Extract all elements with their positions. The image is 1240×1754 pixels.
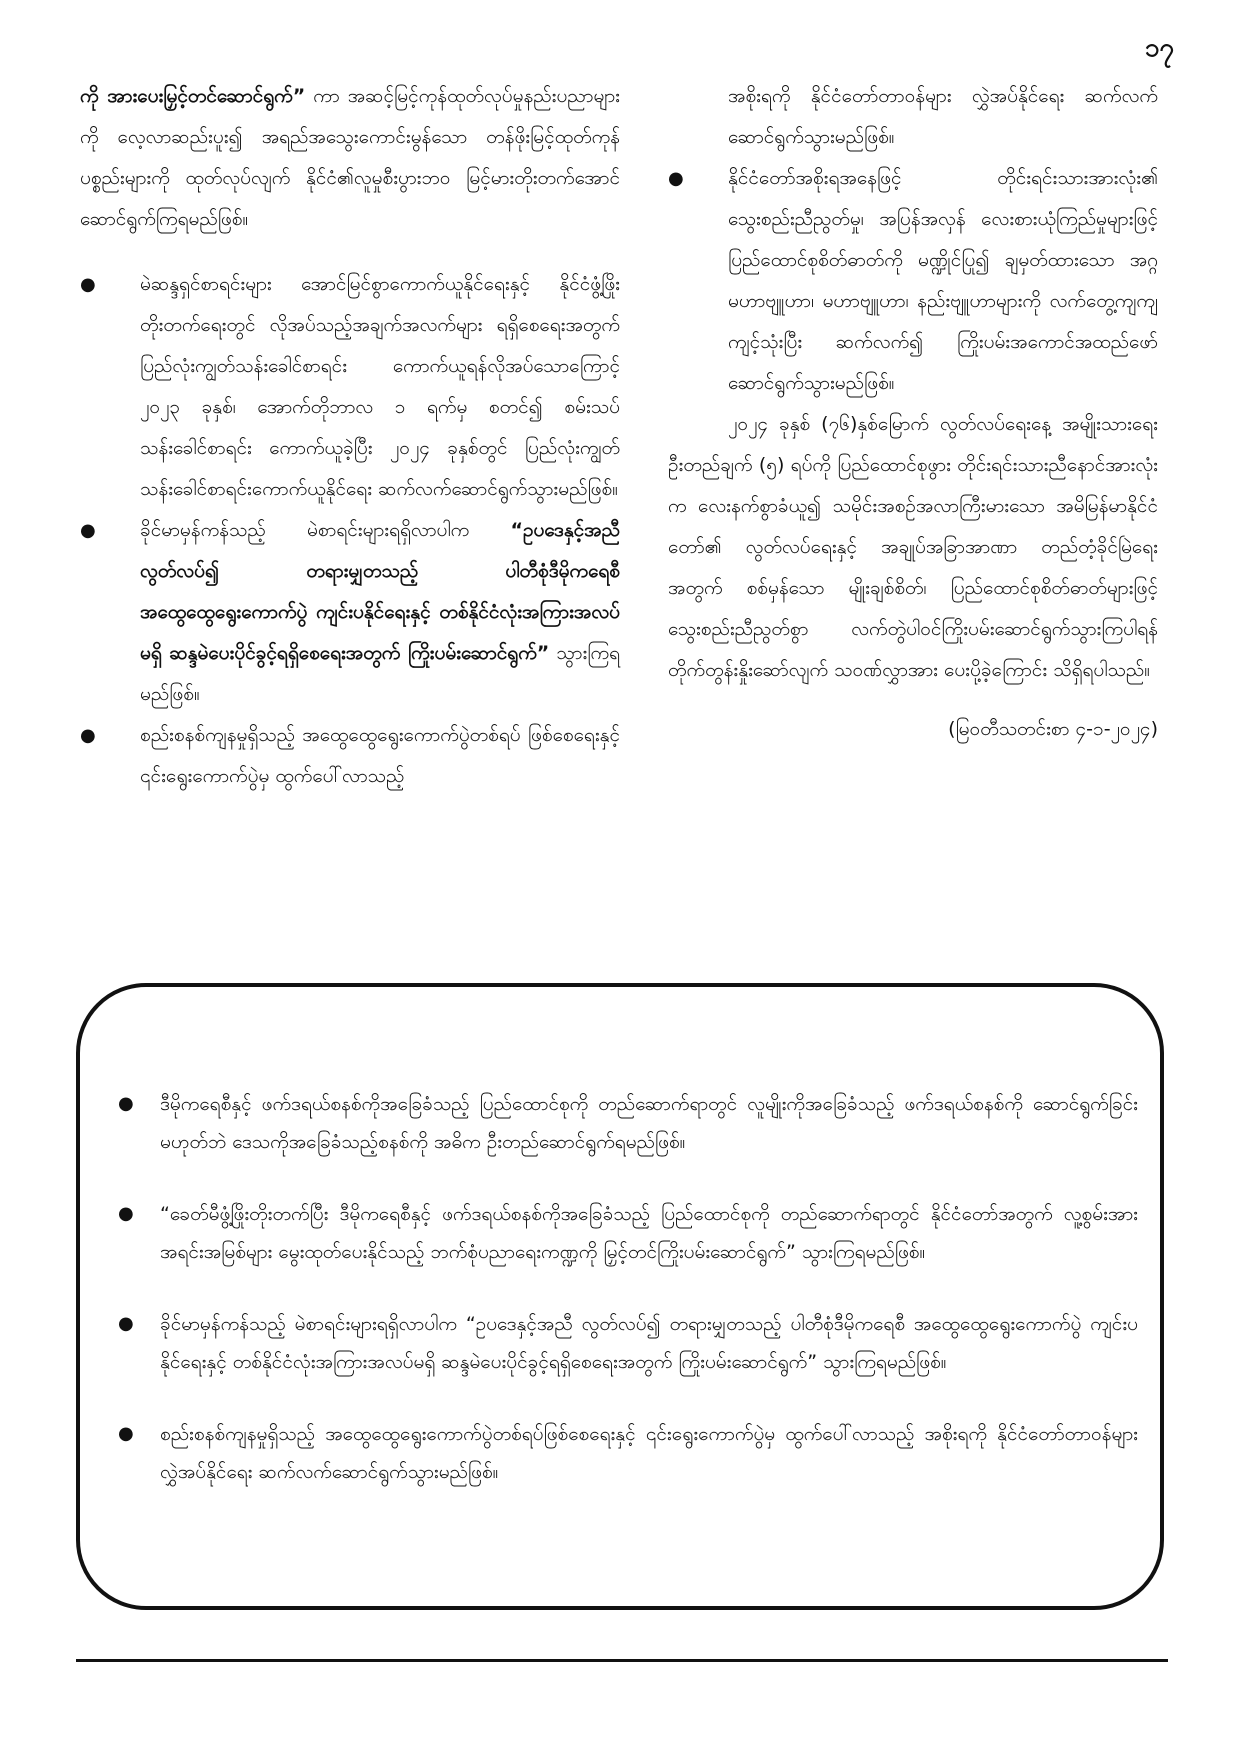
summary-box-list bbox=[118, 1085, 1138, 1525]
summary-item: ● “ခေတ်မီဖွံ့ဖြိုးတိုးတက်ပြီး ဒီမိုကရေစီနှင့် ဖက်ဒရယ်စနစ်ကိုအခြေခံသည့် ပြည်ထောင်စုကို တည်ဆောက်ရာတွင် နိုင်ငံတော်အတွက် လူ့စွမ်းအားအရင်းအမြစ်များ မွေးထုတ်ပေးနိုင်သည့် ဘက်စုံပညာရေးကဏ္ဍကို မြှင့်တင်ကြိုးပမ်းဆောင်ရွက်” သွားကြရမည်ဖြစ်။ bbox=[118, 1195, 1138, 1271]
bullet-census: ● မဲဆန္ဒရှင်စာရင်းများ အောင်မြင်စွာကောက်ယူနိုင်ရေးနှင့် နိုင်ငံဖွံ့ဖြိုးတိုးတက်ရေးတွင် လိုအပ်သည့်အချက်အလက်များ ရရှိစေရေးအတွက် ပြည်လုံးကျွတ်သန်းခေါင်စာရင်း ကောက်ယူရန်လိုအပ်သောကြောင့် ၂၀၂၃ ခုနှစ်၊ အောက်တိုဘာလ ၁ ရက်မှ စတင်၍ စမ်းသပ်သန်းခေါင်စာရင်း ကောက်ယူခဲ့ပြီး ၂၀၂၄ ခုနှစ်တွင် ပြည်လုံးကျွတ် သန်းခေါင်စာရင်းကောက်ယူနိုင်ရေး ဆက်လက်ဆောင်ရွက်သွားမည်ဖြစ်။ bbox=[80, 264, 620, 510]
right-column bbox=[668, 76, 1158, 750]
left-column bbox=[80, 76, 620, 797]
bullet-text: သွားကြရမည်ဖြစ်။ bbox=[140, 642, 620, 705]
bullet-text: ခိုင်မာမှန်ကန်သည့် မဲစာရင်းများရရှိလာပါက bbox=[140, 519, 511, 541]
bullet-election-system: ● စည်းစနစ်ကျနမှုရှိသည့် အထွေထွေရွေးကောက်ပွဲတစ်ရပ် ဖြစ်စေရေးနှင့် ၎င်းရွေးကောက်ပွဲမှ ထွက်ပေါ်လာသည့် bbox=[80, 715, 620, 797]
bold-phrase: ကို အားပေးမြှင့်တင်ဆောင်ရွက်” bbox=[80, 85, 306, 107]
summary-item: ● ခိုင်မာမှန်ကန်သည့် မဲစာရင်းများရရှိလာပါက “ဥပဒေနှင့်အညီ လွတ်လပ်၍ တရားမျှတသည့် ပါတီစုံဒီမိုကရေစီ အထွေထွေရွေးကောက်ပွဲ ကျင်းပနိုင်ရေးနှင့် တစ်နိုင်ငံလုံးအကြားအလပ်မရှိ ဆန္ဒမဲပေးပိုင်ခွင့်ရရှိစေရေးအတွက် ကြိုးပမ်းဆောင်ရွက်” သွားကြရမည်ဖြစ်။ bbox=[118, 1305, 1138, 1381]
paragraph-independence-day: ၂၀၂၄ ခုနှစ် (၇၆)နှစ်မြောက် လွတ်လပ်ရေးနေ့ အမျိုးသားရေးဦးတည်ချက် (၅) ရပ်ကို ပြည်ထောင်စုဖွား တိုင်းရင်းသားညီနောင်အားလုံးက လေးနက်စွာခံယူ၍ သမိုင်းအစဉ်အလာကြီးမားသော အမိမြန်မာနိုင်ငံတော်၏ လွတ်လပ်ရေးနှင့် အချုပ်အခြာအာဏာ တည်တံ့ခိုင်မြဲရေးအတွက် စစ်မှန်သော မျိုးချစ်စိတ်၊ ပြည်ထောင်စုစိတ်ဓာတ်များဖြင့် သွေးစည်းညီညွတ်စွာ လက်တွဲပါဝင်ကြိုးပမ်းဆောင်ရွက်သွားကြပါရန် တိုက်တွန်းနှိုးဆော်လျက် သဝဏ်လွှာအား ပေးပို့ခဲ့ကြောင်း သိရှိရပါသည်။ bbox=[668, 413, 1158, 681]
page-number: ၁၇ bbox=[1144, 33, 1174, 63]
source-citation: (မြဝတီသတင်းစာ ၄-၁-၂၀၂၄) bbox=[948, 718, 1158, 740]
bullet-election-lists bbox=[80, 510, 620, 715]
summary-item: ● ဒီမိုကရေစီနှင့် ဖက်ဒရယ်စနစ်ကိုအခြေခံသည့် ပြည်ထောင်စုကို တည်ဆောက်ရာတွင် လူမျိုးကိုအခြေခံသည့် ဖက်ဒရယ်စနစ်ကို ဆောင်ရွက်ခြင်းမဟုတ်ဘဲ ဒေသကိုအခြေခံသည့်စနစ်ကို အဓိက ဦးတည်ဆောင်ရွက်ရမည်ဖြစ်။ bbox=[118, 1085, 1138, 1161]
footer-rule bbox=[76, 1659, 1168, 1662]
bullet-government-strategy: ● နိုင်ငံတော်အစိုးရအနေဖြင့် တိုင်းရင်းသားအားလုံး၏ သွေးစည်းညီညွတ်မှု၊ အပြန်အလှန် လေးစားယုံကြည်မှုများဖြင့် ပြည်ထောင်စုစိတ်ဓာတ်ကို မဏ္ဍိုင်ပြု၍ ချမှတ်ထားသော အဂ္ဂမဟာဗျူဟာ၊ မဟာဗျူဟာ၊ နည်းဗျူဟာများကို လက်တွေ့ကျကျ ကျင့်သုံးပြီး ဆက်လက်၍ ကြိုးပမ်းအကောင်အထည်ဖော် ဆောင်ရွက်သွားမည်ဖြစ်။ bbox=[668, 158, 1158, 404]
paragraph-text: ကာ အဆင့်မြင့်ကုန်ထုတ်လုပ်မှုနည်းပညာများကို လေ့လာဆည်းပူး၍ အရည်အသွေးကောင်းမွန်သော တန်ဖိုးမြင့်ထုတ်ကုန်ပစ္စည်းများကို ထုတ်လုပ်လျက် နိုင်ငံ၏လူမှုစီးပွားဘ၀ မြင့်မားတိုးတက်အောင် ဆောင်ရွက်ကြရမည်ဖြစ်။ bbox=[80, 85, 620, 230]
paragraph-intro bbox=[80, 76, 620, 240]
bold-phrase: “ဥပဒေနှင့်အညီ လွတ်လပ်၍ တရားမျှတသည့် ပါတီစုံဒီမိုကရေစီ အထွေထွေရွေးကောက်ပွဲ ကျင်းပနိုင်ရေးနှင့် တစ်နိုင်ငံလုံးအကြားအလပ်မရှိ ဆန္ဒမဲပေးပိုင်ခွင့်ရရှိစေရေးအတွက် ကြိုးပမ်းဆောင်ရွက်” bbox=[140, 519, 620, 664]
summary-item: ● စည်းစနစ်ကျနမှုရှိသည့် အထွေထွေရွေးကောက်ပွဲတစ်ရပ်ဖြစ်စေရေးနှင့် ၎င်းရွေးကောက်ပွဲမှ ထွက်ပေါ်လာသည့် အစိုးရကို နိုင်ငံတော်တာဝန်များ လွှဲအပ်နိုင်ရေး ဆက်လက်ဆောင်ရွက်သွားမည်ဖြစ်။ bbox=[118, 1415, 1138, 1491]
bullet-continuation: အစိုးရကို နိုင်ငံတော်တာဝန်များ လွှဲအပ်နိုင်ရေး ဆက်လက်ဆောင်ရွက်သွားမည်ဖြစ်။ bbox=[728, 85, 1158, 148]
